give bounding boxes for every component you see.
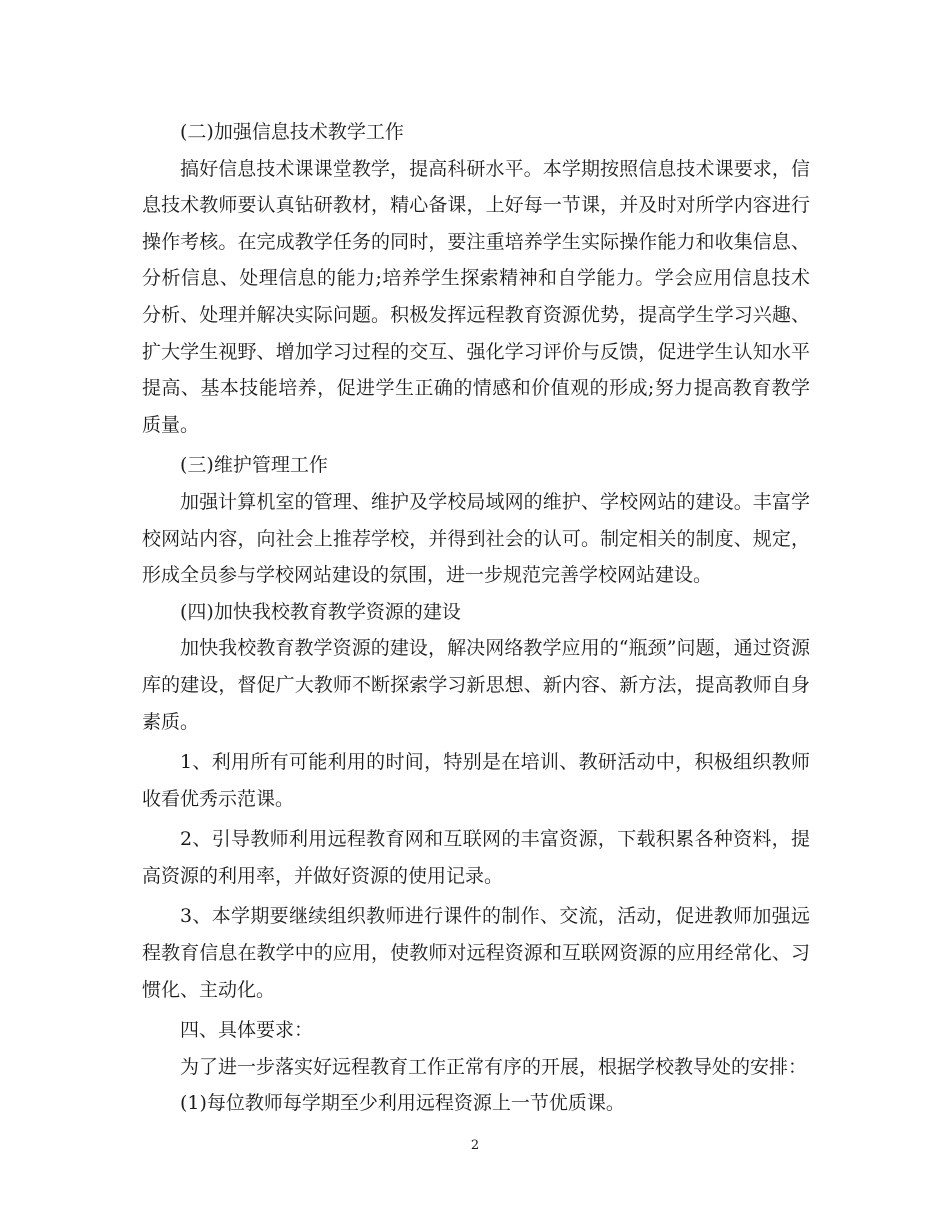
body-paragraph: 加快我校教育教学资源的建设，解决网络教学应用的“瓶颈”问题，通过资源库的建设，督促广大教师不断探索学习新思想、新内容、新方法，提高教师自身素质。 <box>142 637 810 733</box>
body-paragraph: 为了进一步落实好远程教育工作正常有序的开展，根据学校教导处的安排： <box>180 1055 808 1078</box>
section-heading-2: (二)加强信息技术教学工作 <box>180 121 404 143</box>
body-paragraph: 加强计算机室的管理、维护及学校局域网的维护、学校网站的建设。丰富学校网站内容，向社会上推荐学校，并得到社会的认可。制定相关的制度、规定，形成全员参与学校网站建设的氛围，进一步规范完善学校网站建设。 <box>142 490 810 587</box>
body-paragraph: 搞好信息技术课课堂教学，提高科研水平。本学期按照信息技术课要求，信息技术教师要认真钻研教材，精心备课，上好每一节课，并及时对所学内容进行操作考核。在完成教学任务的同时，要注重培养学生实际操作能力和收集信息、分析信息、处理信息的能力;培养学生探索精神和自学能力。学会应用信息技术分析、处理并解决实际问题。积极发挥远程教育资源优势，提高学生学习兴趣、扩大学生视野、增加学习过程的交互、强化学习评价与反馈，促进学生认知水平提高、基本技能培养，促进学生正确的情感和价值观的形成;努力提高教育教学质量。 <box>142 157 810 436</box>
list-item-3: 3、本学期要继续组织教师进行课件的制作、交流，活动，促进教师加强远程教育信息在教学中的应用，使教师对远程资源和互联网资源的应用经常化、习惯化、主动化。 <box>142 905 810 1001</box>
document-body <box>142 114 810 1122</box>
list-item-1: 1、利用所有可能利用的时间，特别是在培训、教研活动中，积极组织教师收看优秀示范课。 <box>142 751 810 810</box>
list-item-2: 2、引导教师利用远程教育网和互联网的丰富资源，下载积累各种资料，提高资源的利用率，并做好资源的使用记录。 <box>142 828 810 887</box>
section-heading-requirements: 四、具体要求： <box>180 1019 314 1042</box>
requirement-item-1: (1)每位教师每学期至少利用远程资源上一节优质课。 <box>180 1092 625 1115</box>
page-number: 2 <box>470 1138 480 1153</box>
section-heading-3: (三)维护管理工作 <box>180 454 328 477</box>
section-heading-4: (四)加快我校教育教学资源的建设 <box>180 600 461 623</box>
